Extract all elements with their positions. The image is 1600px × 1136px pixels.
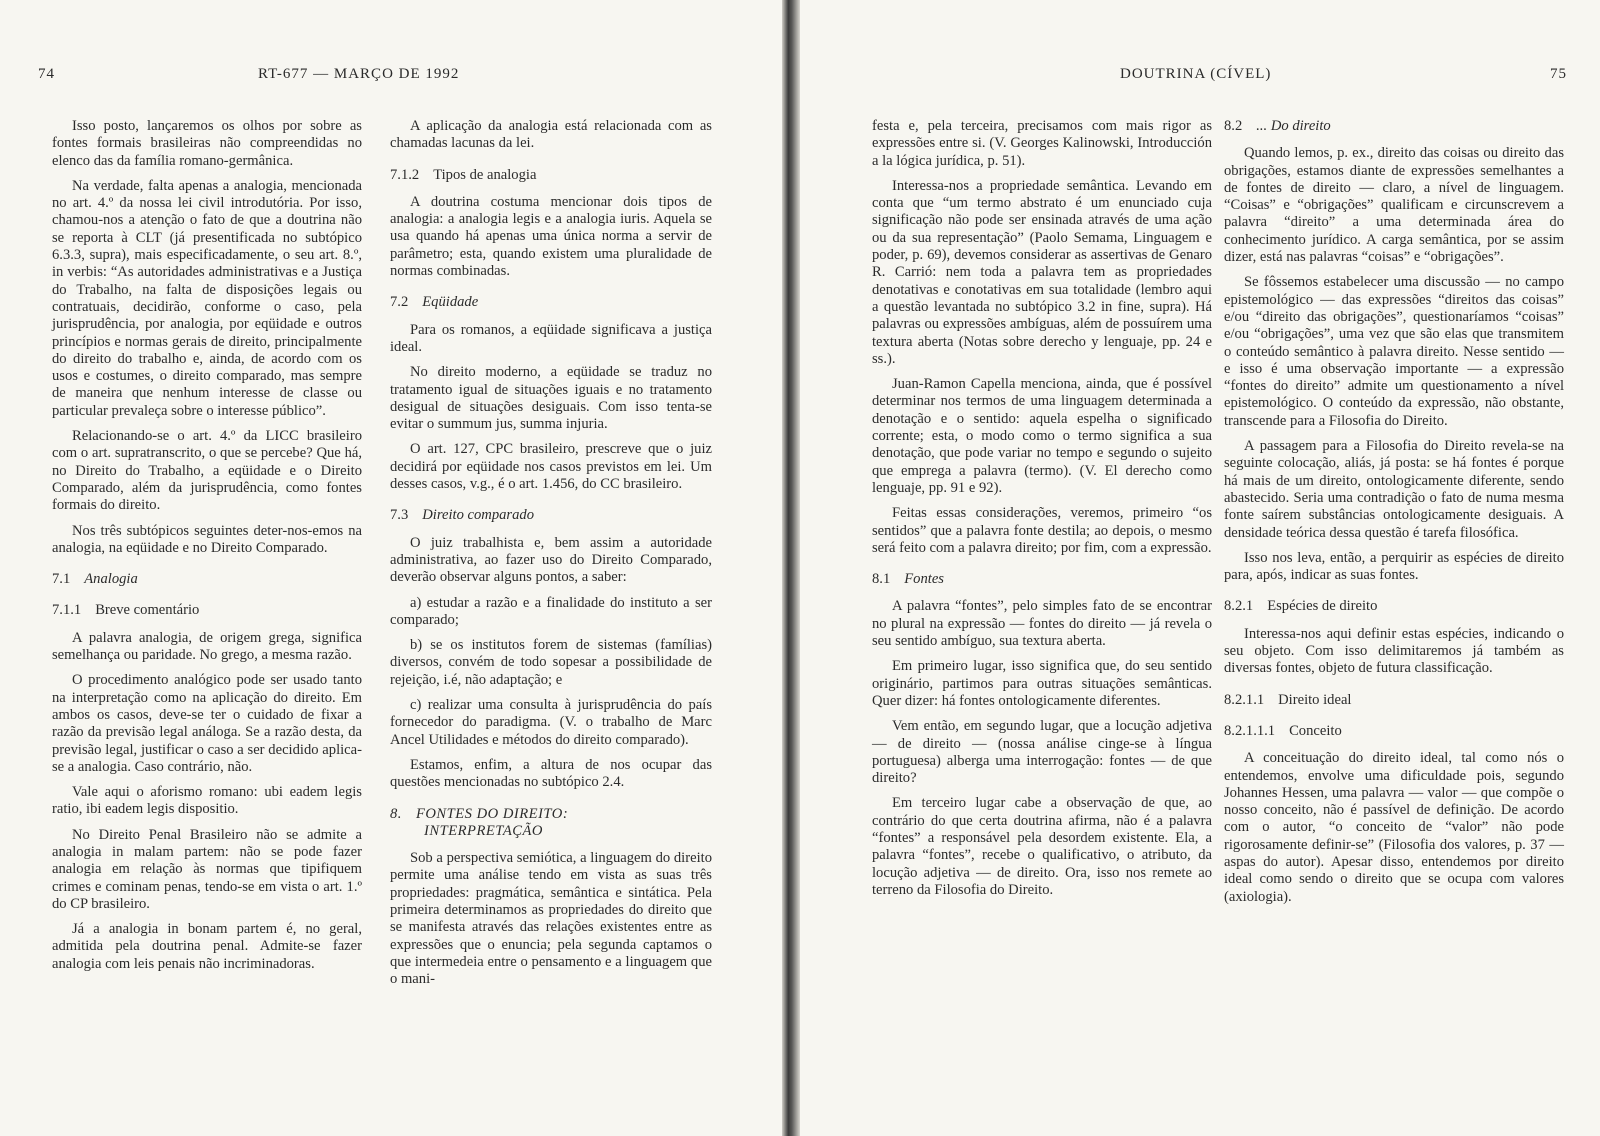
left-column-2 — [390, 118, 712, 996]
paragraph: Nos três subtópicos seguintes deter-nos-emos na analogia, na eqüidade e no Direito Comparado. — [52, 522, 362, 556]
paragraph: A palavra analogia, de origem grega, significa semelhança ou paridade. No grego, a mesma razão. — [52, 629, 362, 664]
section-heading-7-1-1: 7.1.1 Breve comentário — [52, 602, 200, 619]
paragraph: Vale aqui o aforismo romano: ubi eadem legis ratio, ibi eadem legis dispositio. — [52, 784, 362, 818]
paragraph: A doutrina costuma mencionar dois tipos de analogia: a analogia legis e a analogia iuris. Aquela se usa quando há apenas uma única norma a servir de parâmetro; esta, quando existem uma pluralidade de normas combinadas. — [390, 193, 712, 280]
paragraph: Relacionando-se o art. 4.º da LICC brasileiro com o art. supratranscrito, o que se percebe? Que há, no Direito do Trabalho, a eqüidade e o Direito Comparado, além da jurisprudência, como fontes formais do direito. — [52, 428, 362, 514]
section-heading-7-2: 7.2 Eqüidade — [390, 294, 479, 311]
paragraph: O art. 127, CPC brasileiro, prescreve que o juiz decidirá por eqüidade nos casos previstos em lei. Um desses casos, v.g., é o art. 1.456, do CC brasileiro. — [390, 441, 712, 493]
section-heading-7-3: 7.3 Direito comparado — [390, 507, 534, 524]
paragraph: A conceituação do direito ideal, tal como nós o entendemos, envolve uma dificuldade pois, segundo Johannes Hessen, uma palavra — valor — que compõe o nosso conceito, não é passível de definição. De acordo com o autor, “o conceito de “valor” não pode rigorosamente definir-se” (Filosofia dos valores, p. 37 — aspas do autor). Apesar disso, entendemos por direito ideal como sendo o direito que se ocupa com valores (axiologia). — [1224, 750, 1564, 905]
paragraph: Isso nos leva, então, a perquirir as espécies de direito para, após, indicar as suas fontes. — [1224, 549, 1564, 584]
paragraph: Para os romanos, a eqüidade significava a justiça ideal. — [390, 321, 712, 355]
right-column-1 — [872, 118, 1212, 907]
paragraph: No direito moderno, a eqüidade se traduz no tratamento igual de situações iguais e no tratamento desigual de situações desiguais. Com isso tenta-se evitar o summum jus, summa injuria. — [390, 364, 712, 433]
paragraph: Vem então, em segundo lugar, que a locução adjetiva — de direito — (nossa análise cinge-se à língua portuguesa) alberga uma interrogação: fontes — de que direito? — [872, 718, 1212, 787]
paragraph: A passagem para a Filosofia do Direito revela-se na seguinte colocação, aliás, já posta: se há fontes é porque há mais de um direito, ontologicamente diferente, sendo abastecido. Seria uma contradição o fato de numa mesma fonte saírem substâncias ontologicamente desiguais. A densidade teórica dessa questão é tarefa filosófica. — [1224, 438, 1564, 541]
left-column-1 — [52, 118, 362, 981]
paragraph: Interessa-nos aqui definir estas espécies, indicando o seu objeto. Com isso delimitaremos já também as diversas fontes, objeto de futura classificação. — [1224, 625, 1564, 677]
paragraph: Sob a perspectiva semiótica, a linguagem do direito permite uma análise tendo em vista as suas três propriedades: pragmática, semântica e sintática. Pela primeira determinamos as propriedades do direito que se manifesta através das relações existentes entre as expressões que o enuncia; pela segunda captamos o que intermedeia entre o pensamento e a linguagem que o mani- — [390, 850, 712, 988]
paragraph: Se fôssemos estabelecer uma discussão — no campo epistemológico — das expressões “direitos das coisas” e/ou “direito das obrigações”, questionaríamos “coisas” e/ou “obrigações”, uma vez que são elas que transmitem o conteúdo semântico à palavra direito. Nesse sentido — e isso é uma observação importante — a expressão “fontes do direito” admite um questionamento a nível epistemológico. O conteúdo da expressão, não obstante, transcende para a Filosofia do Direito. — [1224, 274, 1564, 429]
list-item: b) se os institutos forem de sistemas (famílias) diversos, convém de todo sopesar a possibilidade de rejeição, i.é, não adaptação; e — [390, 637, 712, 688]
left-page-number: 74 — [38, 66, 55, 82]
section-heading-7-1: 7.1 Analogia — [52, 571, 138, 588]
section-heading-8-2-1-1-1: 8.2.1.1.1 Conceito — [1224, 722, 1342, 739]
left-page — [0, 0, 782, 1136]
book-gutter — [782, 0, 800, 1136]
right-running-head: DOUTRINA (CÍVEL) — [1120, 66, 1272, 82]
paragraph: No Direito Penal Brasileiro não se admite a analogia in malam partem: não se pode fazer analogia em relação às normas que tipifiquem crimes e cominam penas, tendo-se em vista o art. 1.º do CP brasileiro. — [52, 826, 362, 912]
paragraph: Interessa-nos a propriedade semântica. Levando em conta que “um termo abstrato é um enunciado cuja significação não pode ser ensinada através de uma ação ou da sua representação” (Paolo Semama, Linguagem e poder, p. 69), devemos considerar as assertivas de Genaro R. Carrió: nem toda a palavra tem as propriedades denotativas e conotativas em sua totalidade (lembro aqui a questão levantada no subtópico 3.2 in fine, supra). Há palavras ou expressões ambíguas, além de possuírem uma textura aberta (Notas sobre derecho y lenguaje, pp. 24 e ss.). — [872, 177, 1212, 367]
section-heading-8-2-1-1: 8.2.1.1 Direito ideal — [1224, 691, 1352, 708]
paragraph: Quando lemos, p. ex., direito das coisas ou direito das obrigações, estamos diante de expressões semelhantes a de fontes de direito — claro, a nível de linguagem. “Coisas” e “obrigações” qualificam e circunscrevem a palavra “direito” a uma determinada área do conhecimento jurídico. A carga semântica, por se assim dizer, está nas palavras “coisas” e “obrigações”. — [1224, 145, 1564, 266]
list-item: c) realizar uma consulta à jurisprudência do país fornecedor do paradigma. (V. o trabalho de Marc Ancel Utilidades e métodos do direito comparado). — [390, 697, 712, 748]
section-heading-8-2: 8.2 ... Do direito — [1224, 118, 1331, 134]
paragraph: O juiz trabalhista e, bem assim a autoridade administrativa, ao fazer uso do Direito Comparado, deverão observar alguns pontos, a saber: — [390, 534, 712, 586]
paragraph: A aplicação da analogia está relacionada com as chamadas lacunas da lei. — [390, 118, 712, 152]
left-running-head: RT-677 — MARÇO DE 1992 — [258, 66, 460, 82]
paragraph: Já a analogia in bonam partem é, no geral, admitida pela doutrina penal. Admite-se fazer analogia com leis penais não incriminadoras. — [52, 921, 362, 972]
paragraph: A palavra “fontes”, pelo simples fato de se encontrar no plural na expressão — fontes do direito — já revela o seu sentido ambíguo, sua textura aberta. — [872, 598, 1212, 650]
right-page-number: 75 — [1550, 66, 1567, 82]
paragraph: Feitas essas considerações, veremos, primeiro “os sentidos” que a palavra fonte destila; ao depois, o mesmo será feito com a palavra direito; por fim, com a expressão. — [872, 505, 1212, 556]
paragraph: Estamos, enfim, a altura de nos ocupar das questões mencionadas no subtópico 2.4. — [390, 756, 712, 791]
paragraph: Em terceiro lugar cabe a observação de que, ao contrário do que certa doutrina afirma, não é a palavra “fontes” a responsável pela desordem existente. Ela, a palavra “fontes”, recebe o qualificativo, o atributo, da locução adjetiva — de direito. Ora, isso nos remete ao terreno da Filosofia do Direito. — [872, 795, 1212, 898]
section-heading-8: 8. FONTES DO DIREITO: INTERPRETAÇÃO — [390, 805, 569, 839]
paragraph: O procedimento analógico pode ser usado tanto na interpretação como na aplicação do direito. Em ambos os casos, deve-se ter o cuidado de fixar a razão da previsão legal análoga. Se a razão desta, da previsão legal, justificar o caso a ser decidido aplica-se a analogia. Caso contrário, não. — [52, 672, 362, 775]
paragraph: festa e, pela terceira, precisamos com mais rigor as expressões entre si. (V. Georges Kalinowski, Introducción a la lógica jurídica, p. 51). — [872, 118, 1212, 169]
right-page — [800, 0, 1600, 1136]
paragraph: Juan-Ramon Capella menciona, ainda, que é possível determinar nos termos de uma linguagem determinada a denotação e o sentido: aquela espelha o significado corrente; esta, o modo como o termo significa a sua denotação, que pode variar no tempo e segundo o sujeito que emprega a palavra (termo). (V. El derecho como lenguaje, pp. 91 e 92). — [872, 376, 1212, 496]
paragraph: Em primeiro lugar, isso significa que, do seu sentido originário, partimos para outras situações semânticas. Quer dizer: há fontes ontologicamente diferentes. — [872, 658, 1212, 709]
section-heading-8-2-1: 8.2.1 Espécies de direito — [1224, 598, 1378, 615]
list-item: a) estudar a razão e a finalidade do instituto a ser comparado; — [390, 594, 712, 628]
paragraph: Na verdade, falta apenas a analogia, mencionada no art. 4.º da nossa lei civil introdutória. Por isso, chamou-nos a atenção o fato de que a doutrina não se reporta à CLT (já presentificada no subtópico 6.3.3, supra), mais especificadamente, o seu art. 8.º, in verbis: “As autoridades administrativas e a Justiça do Trabalho, na falta de disposições legais ou contratuais, decidirão, conforme o caso, pela jurisprudência, por analogia, por eqüidade e outros princípios e normas gerais de direito, principalmente do direito do trabalho e, ainda, de acordo com os usos e costumes, o direito comparado, mas sempre de maneira que nenhum interesse de classe ou particular prevaleça sobre o interesse público”. — [52, 177, 362, 419]
paragraph: Isso posto, lançaremos os olhos por sobre as fontes formais brasileiras não compreendidas no elenco das da família romano-germânica. — [52, 118, 362, 169]
right-column-2 — [1224, 118, 1564, 914]
section-heading-8-1: 8.1 Fontes — [872, 571, 944, 588]
section-heading-7-1-2: 7.1.2 Tipos de analogia — [390, 166, 537, 183]
comparison-list — [390, 595, 712, 749]
